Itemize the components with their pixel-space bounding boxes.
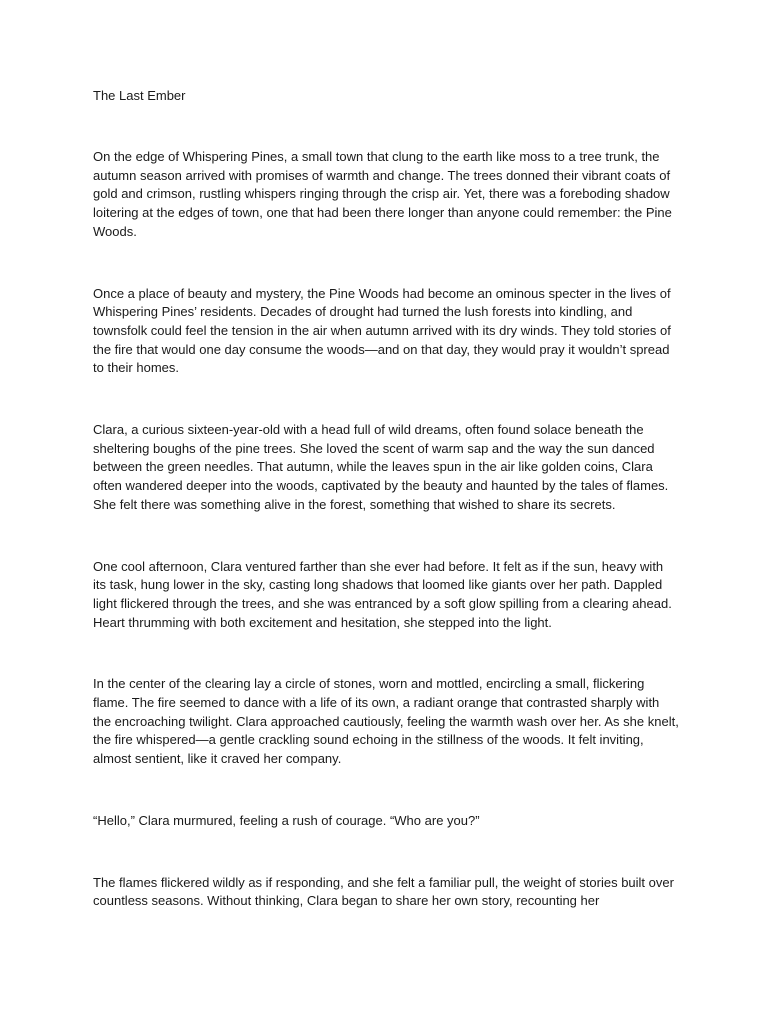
paragraph: “Hello,” Clara murmured, feeling a rush of courage. “Who are you?” [93,812,480,828]
paragraph: Once a place of beauty and mystery, the Pine Woods had become an ominous specter in the lives of Whispering Pines’ residents. Decades of drought had turned the lush forests into kindling, and townsfolk could feel the tension in the air when autumn arrived with its dry winds. They told stories of the fire that would one day consume the woods—and on that day, they would pray it wouldn’t spread to their homes. [93,285,671,376]
document-title: The Last Ember [93,88,186,103]
paragraph: The flames flickered wildly as if responding, and she felt a familiar pull, the weight of stories built over countless seasons. Without thinking, Clara began to share her own story, recounting her [93,874,674,909]
document-body [93,86,679,911]
paragraph: One cool afternoon, Clara ventured farther than she ever had before. It felt as if the sun, heavy with its task, hung lower in the sky, casting long shadows that loomed like giants over her path. Dappled light flickered through the trees, and she was entranced by a soft glow spilling from a clearing ahead. Heart thrumming with both excitement and hesitation, she stepped into the light. [93,558,672,630]
paragraph: In the center of the clearing lay a circle of stones, worn and mottled, encircling a small, flickering flame. The fire seemed to dance with a life of its own, a radiant orange that contrasted sharply with the encroaching twilight. Clara approached cautiously, feeling the warmth wash over her. As she knelt, the fire whispered—a gentle crackling sound echoing in the stillness of the woods. It felt inviting, almost sentient, like it craved her company. [93,676,679,767]
paragraph: Clara, a curious sixteen-year-old with a head full of wild dreams, often found solace beneath the sheltering boughs of the pine trees. She loved the scent of warm sap and the way the sun danced between the green needles. That autumn, while the leaves spun in the air like golden coins, Clara often wandered deeper into the woods, captivated by the beauty and haunted by the tales of flames. She felt there was something alive in the forest, something that wished to share its secrets. [93,422,669,512]
paragraph: On the edge of Whispering Pines, a small town that clung to the earth like moss to a tree trunk, the autumn season arrived with promises of warmth and change. The trees donned their vibrant coats of gold and crimson, rustling whispers ringing through the crisp air. Yet, there was a foreboding shadow loitering at the edges of town, one that had been there longer than anyone could remember: the Pine Woods. [93,149,672,239]
